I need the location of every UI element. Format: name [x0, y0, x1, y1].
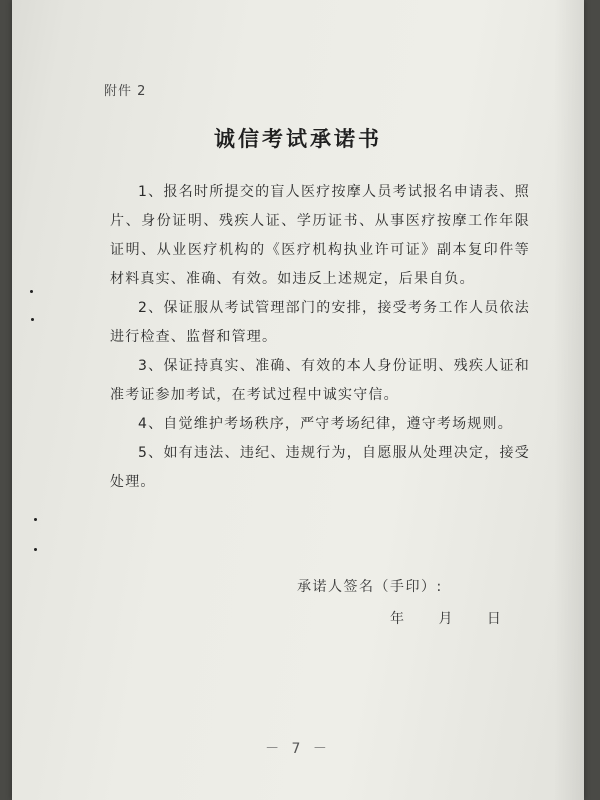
date-line: 年 月 日 [390, 611, 502, 627]
pledge-paragraph-3: 3、保证持真实、准确、有效的本人身份证明、残疾人证和准考证参加考试，在考试过程中诚实守信。 [110, 358, 530, 403]
binding-hole-mark [31, 318, 34, 321]
pledge-paragraph-2: 2、保证服从考试管理部门的安排，接受考务工作人员依法进行检查、监督和管理。 [110, 300, 530, 345]
page-title: 诚信考试承诺书 [214, 126, 382, 151]
pledge-body [110, 178, 530, 497]
attachment-label: 附件 2 [104, 84, 147, 99]
document-page [12, 0, 584, 800]
binding-hole-mark [34, 548, 37, 551]
pledge-paragraph-4: 4、自觉维护考场秩序，严守考场纪律，遵守考场规则。 [138, 416, 513, 432]
page-number: － 7 － [265, 741, 331, 757]
binding-hole-mark [30, 290, 33, 293]
signature-label: 承诺人签名（手印）: [297, 579, 443, 595]
pledge-paragraph-1: 1、报名时所提交的盲人医疗按摩人员考试报名申请表、照片、身份证明、残疾人证、学历证书、从事医疗按摩工作年限证明、从业医疗机构的《医疗机构执业许可证》副本复印件等材料真实、准确、有效。如违反上述规定，后果自负。 [110, 184, 530, 287]
binding-hole-mark [34, 518, 37, 521]
page-edge-shadow [554, 0, 584, 800]
pledge-paragraph-5: 5、如有违法、违纪、违规行为，自愿服从处理决定，接受处理。 [110, 445, 530, 490]
